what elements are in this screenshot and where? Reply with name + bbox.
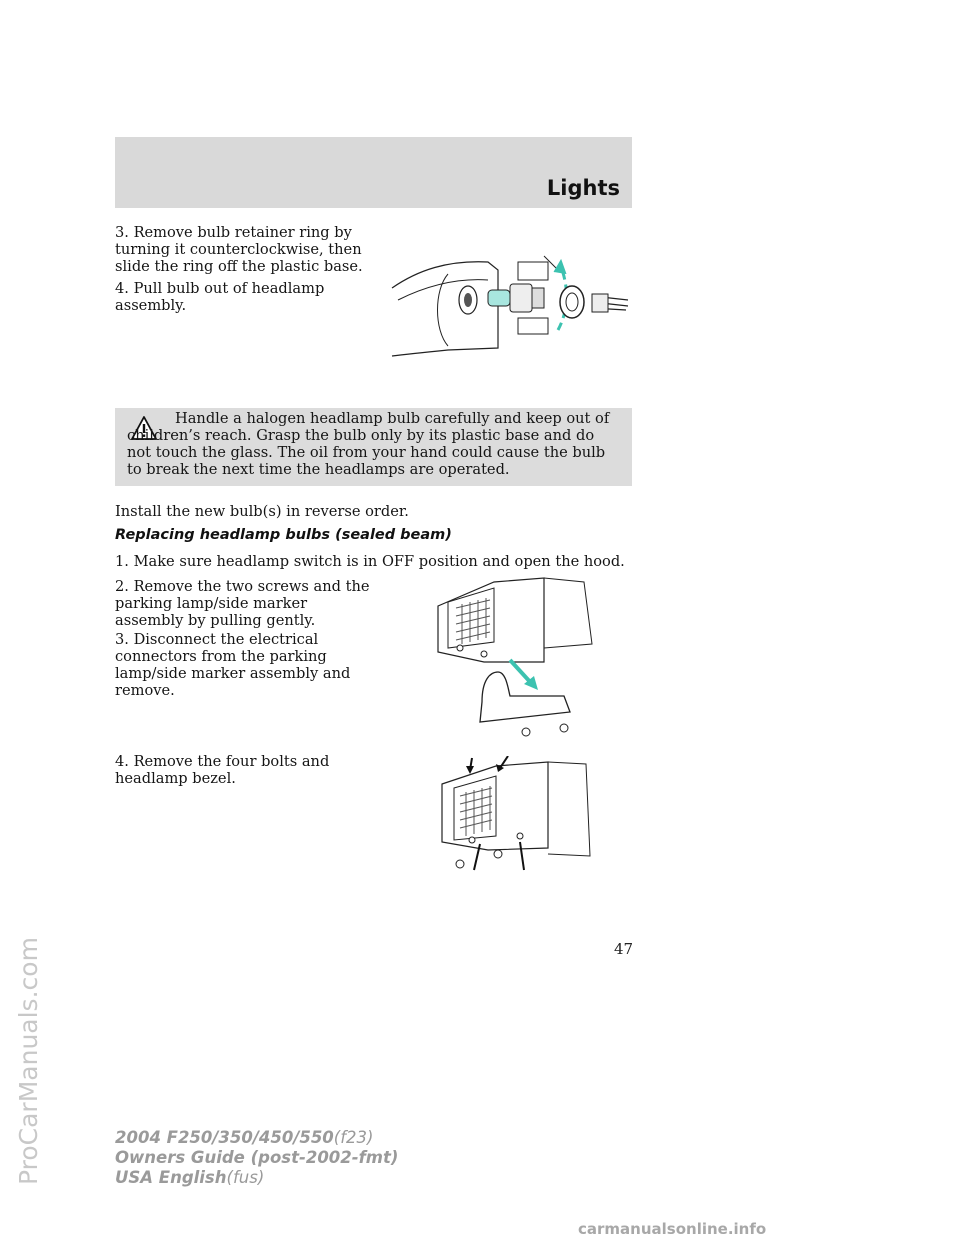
warning-box	[115, 408, 632, 486]
footer-language: USA English	[115, 1168, 227, 1187]
step-3-remove-ring: 3. Remove bulb retainer ring by turning it counterclockwise, then slide the ring off the plastic base.	[115, 224, 363, 275]
step-4-pull-bulb: 4. Pull bulb out of headlamp assembly.	[115, 280, 325, 314]
headlamp-bezel-illustration	[436, 756, 594, 874]
sealed-step-3: 3. Disconnect the electrical connectors from the parking lamp/side marker assembly and remove.	[115, 631, 351, 699]
section-header-band	[115, 137, 632, 208]
page-number: 47	[614, 940, 634, 958]
footer-language-code: (fus)	[226, 1168, 265, 1187]
footer-guide-format: Owners Guide (post-2002-fmt)	[115, 1148, 399, 1167]
document-footer	[115, 1128, 398, 1188]
bulb-removal-illustration	[388, 230, 632, 360]
sealed-beam-heading: Replacing headlamp bulbs (sealed beam)	[115, 527, 452, 543]
sealed-step-1: 1. Make sure headlamp switch is in OFF position and open the hood.	[115, 553, 625, 570]
parking-lamp-removal-illustration	[434, 572, 594, 738]
footer-model: 2004 F250/350/450/550	[115, 1128, 334, 1147]
carmanualsonline-logo: carmanualsonline.info	[578, 1220, 767, 1238]
install-instruction: Install the new bulb(s) in reverse order.	[115, 503, 409, 520]
section-title: Lights	[546, 176, 620, 200]
footer-model-code: (f23)	[333, 1128, 374, 1147]
sealed-step-2: 2. Remove the two screws and the parking lamp/side marker assembly by pulling gently.	[115, 578, 370, 629]
warning-text: Handle a halogen headlamp bulb carefully and keep out of children’s reach. Grasp the bulb only by its plastic base and do not touch the glass. The oil from your hand could cause the bulb to break the next time the headlamps are operated.	[127, 410, 610, 478]
sealed-step-4: 4. Remove the four bolts and headlamp bezel.	[115, 753, 330, 787]
watermark-procarmanuals: ProCarManuals.com	[14, 937, 43, 1185]
